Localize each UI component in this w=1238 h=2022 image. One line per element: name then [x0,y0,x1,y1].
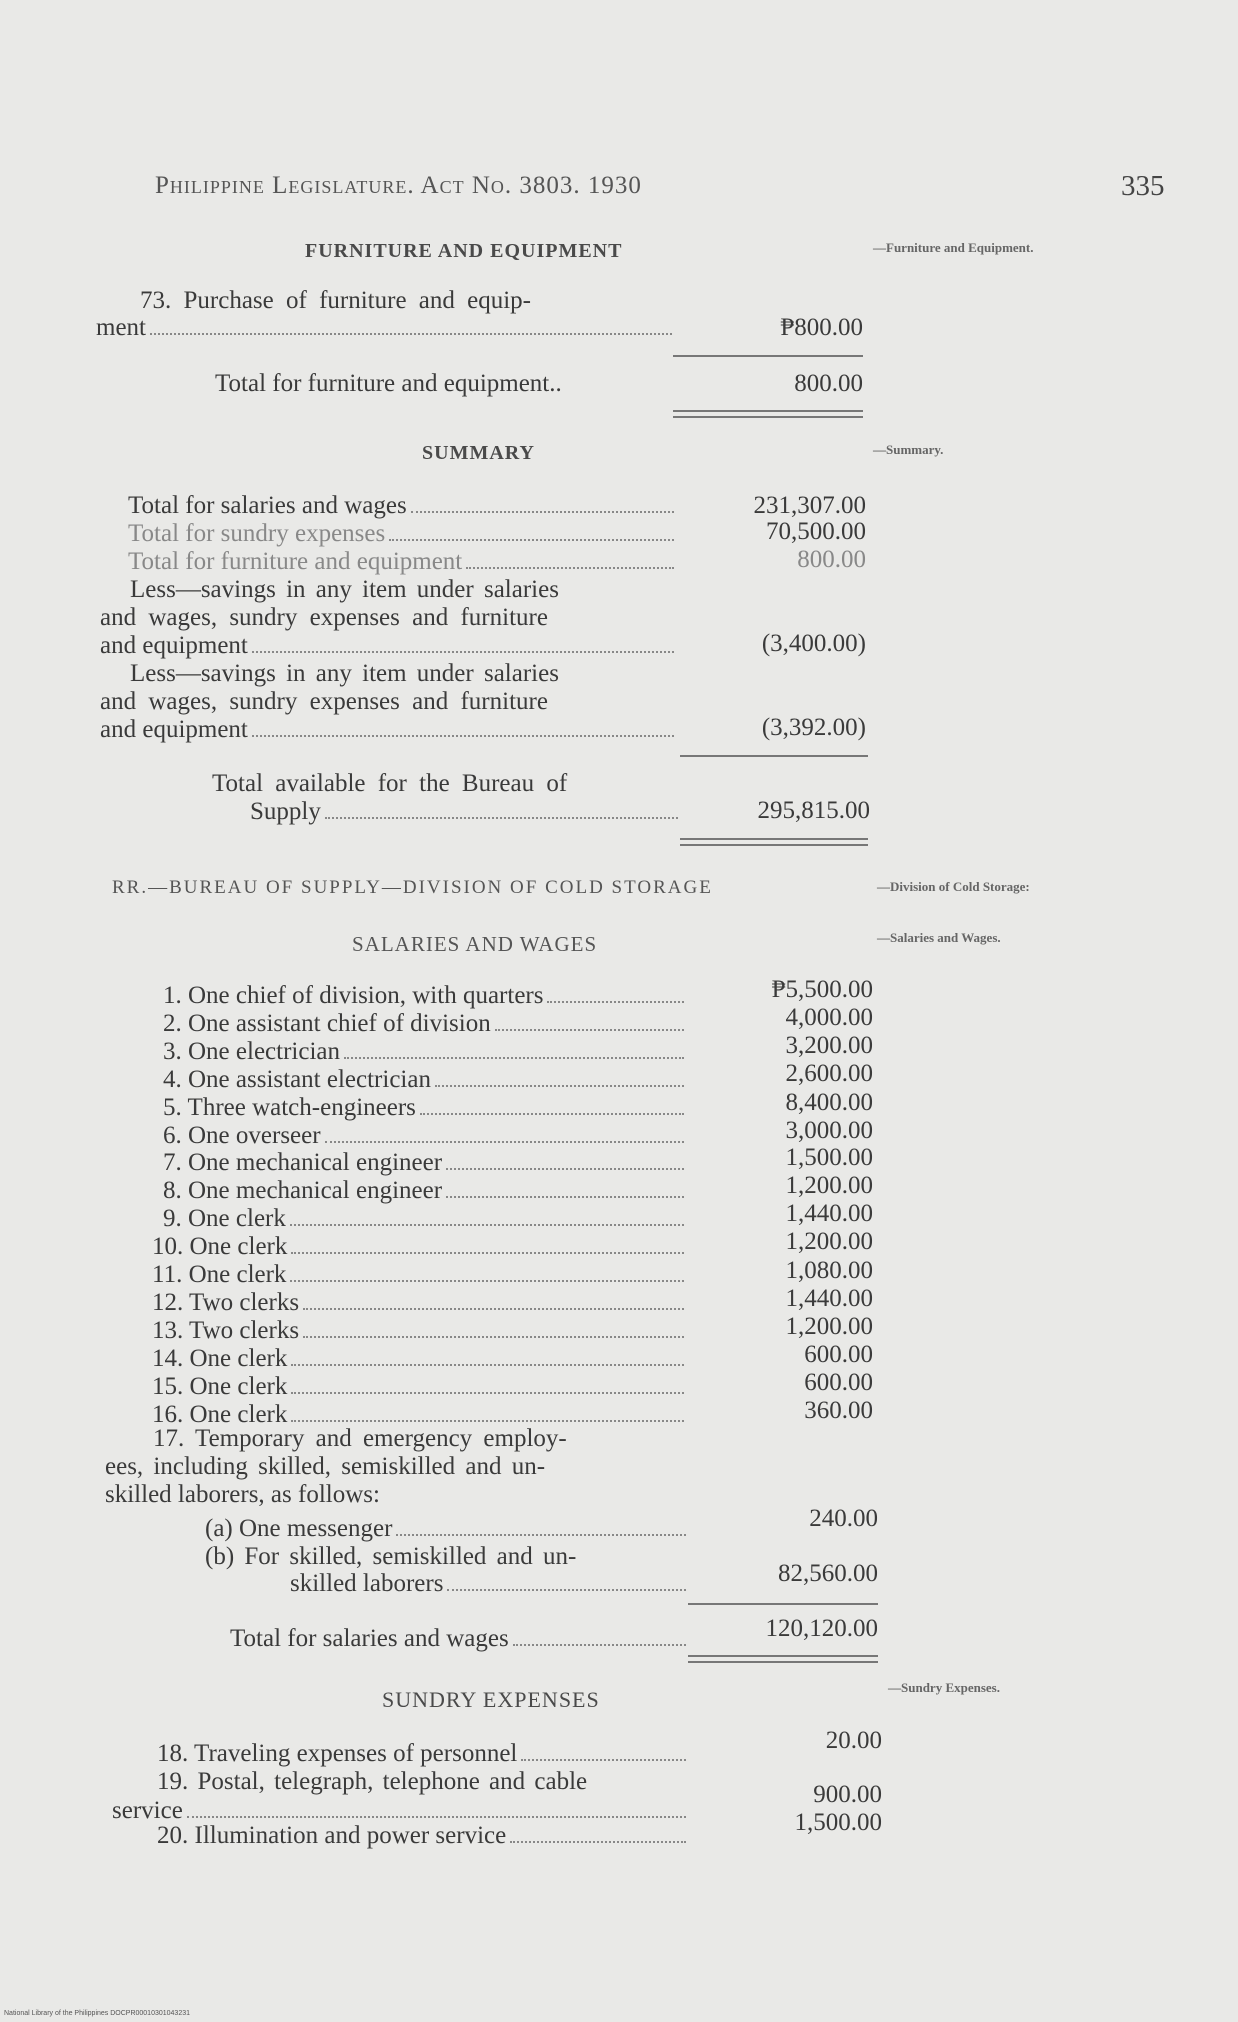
cold-storage-margin-note: —Division of Cold Storage: [877,879,1030,894]
salary-item-label: 16. One clerk [152,1401,288,1428]
item-17a-label: (a) One messenger [205,1515,393,1542]
item-19-label: service [112,1797,183,1824]
salaries-total [230,1625,690,1653]
item-73-amount: ₱800.00 [780,314,863,341]
salary-item-amount: 360.00 [804,1397,873,1424]
item-17b-amount: 82,560.00 [778,1560,878,1587]
furniture-margin-note: —Furniture and Equipment. [873,240,1034,255]
salary-item-row [163,1205,688,1233]
less1-label: and equipment [100,632,248,659]
salary-item-row [163,1066,688,1094]
running-header: Philippine Legislature. Act No. 3803. 1930 [155,172,642,199]
summary-total-amount: 295,815.00 [757,797,870,824]
leader-dots [252,735,674,737]
summary-margin-note: —Summary. [873,442,944,457]
salary-item-row [152,1233,688,1261]
less2-label: and equipment [100,716,248,743]
less1-line2: and wages, sundry expenses and furniture [100,604,548,631]
less2-line2: and wages, sundry expenses and furniture [100,688,548,715]
salary-item-row [152,1345,688,1373]
page-number: 335 [1121,170,1165,202]
summary-row-amount: 800.00 [797,546,866,573]
leader-dots [495,1029,684,1031]
less1-amount: (3,400.00) [761,630,866,657]
salary-item-amount: 1,440.00 [785,1200,873,1227]
salary-item-row [152,1261,688,1289]
summary-row-label: Total for salaries and wages [128,492,407,519]
total-double-rule-bottom [673,416,863,418]
summary-heading: SUMMARY [422,442,535,464]
item-73-label: ment [96,314,146,341]
salary-item-amount: 3,200.00 [785,1032,873,1059]
total-double-rule-bottom [688,1661,878,1663]
leader-dots [187,1816,686,1818]
leader-dots [291,1420,684,1422]
salary-item-row [163,1177,688,1205]
salary-item-row [163,1149,688,1177]
leader-dots [303,1308,684,1310]
salary-item-label: 4. One assistant electrician [163,1066,431,1093]
less1-line1: Less—savings in any item under salaries [130,576,559,603]
item-19-line2 [112,1797,690,1825]
salary-item-label: 15. One clerk [152,1373,288,1400]
total-double-rule-top [688,1655,878,1657]
salary-item-amount: 1,200.00 [785,1228,873,1255]
item-17-line2: ees, including skilled, semiskilled and un- [105,1453,546,1480]
salary-item-amount: 8,400.00 [785,1089,873,1116]
sundry-heading: SUNDRY EXPENSES [382,1687,600,1712]
salary-item-row [152,1317,688,1345]
summary-row-amount: 231,307.00 [753,492,866,519]
salary-item-amount: ₱5,500.00 [771,976,873,1003]
summary-total-label: Supply [250,798,321,825]
item-18 [157,1740,690,1768]
less2-line3 [100,716,678,744]
leader-dots [435,1085,684,1087]
summary-row-salaries [128,492,678,520]
salary-item-row [163,1094,688,1122]
item-17b-label: skilled laborers [290,1570,444,1597]
item-17-line3: skilled laborers, as follows: [105,1481,380,1508]
item-19-amount: 900.00 [813,1781,882,1808]
salary-item-label: 2. One assistant chief of division [163,1010,491,1037]
salary-item-row [163,1122,688,1150]
salary-item-amount: 4,000.00 [785,1004,873,1031]
salary-item-amount: 1,440.00 [785,1285,873,1312]
total-double-rule-top [680,838,868,840]
salaries-total-label: Total for salaries and wages [230,1625,509,1652]
subtotal-rule [673,355,863,357]
salary-item-label: 5. Three watch-engineers [163,1094,416,1121]
cold-storage-heading: RR.—BUREAU OF SUPPLY—DIVISION OF COLD STORAGE [112,877,713,898]
leader-dots [325,817,678,819]
summary-total-line2 [250,798,682,826]
salary-item-label: 14. One clerk [152,1345,288,1372]
leader-dots [547,1001,684,1003]
salary-item-label: 8. One mechanical engineer [163,1177,443,1204]
leader-dots [466,567,674,569]
subtotal-rule [680,755,868,757]
item-17b-line2 [290,1570,690,1598]
leader-dots [411,511,674,513]
item-19-line1: 19. Postal, telegraph, telephone and cable [157,1768,588,1795]
item-20 [157,1822,690,1850]
summary-row-furniture [128,548,678,576]
item-73-line1: 73. Purchase of furniture and equip- [140,287,531,314]
leader-dots [325,1141,684,1143]
scan-footer: National Library of the Philippines DOCPR00010301043231 [4,2010,191,2017]
leader-dots [389,539,674,541]
less2-line1: Less—savings in any item under salaries [130,660,559,687]
summary-row-sundry [128,520,678,548]
item-17-line1: 17. Temporary and emergency employ- [153,1425,567,1452]
salary-item-row [163,1010,688,1038]
salary-item-label: 12. Two clerks [152,1289,300,1316]
less2-amount: (3,392.00) [761,714,866,741]
total-double-rule-bottom [680,844,868,846]
summary-row-label: Total for furniture and equipment [128,548,463,575]
leader-dots [291,1364,684,1366]
salary-item-amount: 1,500.00 [785,1144,873,1171]
leader-dots [420,1113,684,1115]
salary-item-row [152,1289,688,1317]
salary-item-row [163,982,688,1010]
item-17b-line1: (b) For skilled, semiskilled and un- [205,1543,577,1570]
subtotal-rule [688,1603,878,1605]
summary-total-line1: Total available for the Bureau of [212,770,568,797]
item-18-label: 18. Traveling expenses of personnel [157,1740,518,1767]
salary-item-amount: 600.00 [804,1341,873,1368]
furniture-total [215,370,562,398]
salary-item-label: 13. Two clerks [152,1317,300,1344]
salary-item-amount: 600.00 [804,1369,873,1396]
leader-dots [446,1196,684,1198]
leader-dots [446,1168,684,1170]
salary-item-amount: 1,080.00 [785,1257,873,1284]
leader-dots [396,1534,686,1536]
leader-dots [513,1644,686,1646]
furniture-heading: FURNITURE AND EQUIPMENT [305,240,623,262]
salary-item-label: 9. One clerk [163,1205,286,1232]
item-20-label: 20. Illumination and power service [157,1822,507,1849]
item-17a [205,1515,690,1543]
salary-item-label: 11. One clerk [152,1261,287,1288]
leader-dots [290,1224,684,1226]
furniture-total-amount: 800.00 [794,370,863,397]
item-73-line2 [96,314,676,342]
leader-dots [521,1759,686,1761]
salary-item-label: 3. One electrician [163,1038,340,1065]
salaries-total-amount: 120,120.00 [765,1615,878,1642]
salary-item-label: 10. One clerk [152,1233,288,1260]
total-double-rule-top [673,410,863,412]
item-17a-amount: 240.00 [809,1505,878,1532]
leader-dots [510,1841,686,1843]
item-18-amount: 20.00 [825,1727,882,1754]
less1-line3 [100,632,678,660]
salary-item-label: 6. One overseer [163,1122,321,1149]
furniture-total-label: Total for furniture and equipment.. [215,370,562,397]
salary-item-row [152,1373,688,1401]
leader-dots [150,333,672,335]
salaries-heading: SALARIES AND WAGES [352,932,598,956]
salary-item-label: 7. One mechanical engineer [163,1149,443,1176]
salary-item-amount: 2,600.00 [785,1060,873,1087]
sundry-margin-note: —Sundry Expenses. [888,1680,1000,1695]
item-20-amount: 1,500.00 [794,1809,882,1836]
salary-item-label: 1. One chief of division, with quarters [163,982,544,1009]
salary-item-amount: 3,000.00 [785,1117,873,1144]
leader-dots [290,1280,684,1282]
leader-dots [344,1057,684,1059]
leader-dots [291,1392,684,1394]
leader-dots [303,1336,684,1338]
leader-dots [252,651,674,653]
salary-item-amount: 1,200.00 [785,1172,873,1199]
salaries-margin-note: —Salaries and Wages. [877,930,1001,945]
summary-row-amount: 70,500.00 [766,518,866,545]
salary-item-amount: 1,200.00 [785,1313,873,1340]
salary-item-row [163,1038,688,1066]
leader-dots [291,1252,684,1254]
leader-dots [447,1589,686,1591]
summary-row-label: Total for sundry expenses [128,520,386,547]
